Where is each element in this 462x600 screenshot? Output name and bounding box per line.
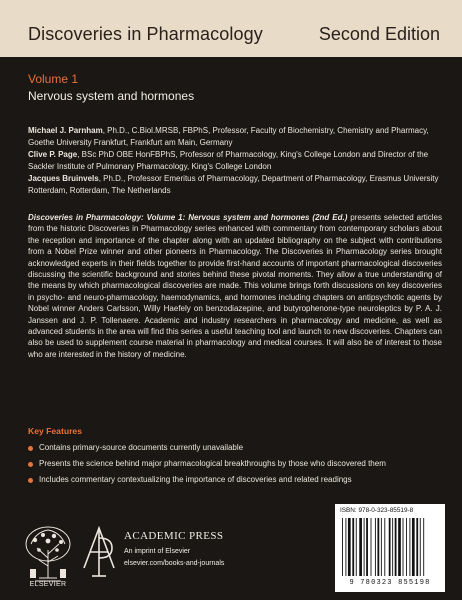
author-entry (28, 149, 442, 172)
authors-block (28, 125, 442, 197)
author-bio: , Ph.D., Professor Emeritus of Pharmacology, Department of Pharmacology, Erasmus University Rotterdam, Rotterdam, The Netherlands (28, 174, 439, 195)
imprint-label: An imprint of Elsevier (124, 548, 191, 555)
author-bio: , Ph.D., C.Biol.MRSB, FBPhS, Professor, Faculty of Biochemistry, Chemistry and Pharmacy, Goethe University Frankfurt, Frankfurt am Main, Germany (28, 126, 429, 147)
book-description (28, 212, 442, 360)
barcode-icon (340, 518, 440, 578)
publisher-url: elsevier.com/books-and-journals (124, 560, 225, 567)
key-features-heading: Key Features (28, 426, 82, 436)
author-name: Clive P. Page (28, 150, 78, 159)
volume-label: Volume 1 (28, 72, 79, 86)
author-bio: , BSc PhD OBE HonFBPhS, Professor of Pharmacology, King's College London and Director of the Sackler Institute of Pulmonary Pharmacology, King's College London (28, 150, 429, 171)
feature-text: Presents the science behind major pharmacological breakthroughs by those who discovered them (39, 459, 386, 468)
key-features-list (28, 440, 442, 488)
list-item (28, 472, 442, 488)
list-item (28, 456, 442, 472)
bullet-icon (28, 478, 33, 483)
elsevier-wordmark: ELSEVIER (29, 581, 67, 588)
book-title-inline: Discoveries in Pharmacology: Volume 1: Nervous system and hormones (2nd Ed.) (28, 213, 348, 222)
barcode-number: 9 780323 855198 (349, 579, 431, 587)
bullet-icon (28, 446, 33, 451)
author-name: Michael J. Parnham (28, 126, 103, 135)
volume-subtitle: Nervous system and hormones (28, 89, 195, 103)
author-entry (28, 173, 442, 196)
feature-text: Includes commentary contextualizing the importance of discoveries and related readings (39, 475, 352, 484)
author-name: Jacques Bruinvels (28, 174, 99, 183)
elsevier-tree-logo-icon (21, 522, 75, 590)
academic-press-logo-icon (80, 522, 118, 580)
list-item (28, 440, 442, 456)
bullet-icon (28, 462, 33, 467)
barcode-panel (335, 504, 445, 592)
academic-press-name: ACADEMIC PRESS (124, 530, 224, 542)
edition-label: Second Edition (318, 24, 440, 44)
author-entry (28, 125, 442, 148)
isbn-label: ISBN: 978-0-323-85519-8 (340, 507, 414, 514)
feature-text: Contains primary-source documents currently unavailable (39, 443, 244, 452)
series-title: Discoveries in Pharmacology (28, 24, 263, 44)
description-body: presents selected articles from the historic Discoveries in Pharmacology series enhanced with commentary from contemporary scholars about the reception and importance of the chapter along with an updated bibliography on the subject with contributions from a Nobel Prize winner and other pioneers in Pharmacology. The Discoveries in Pharmacology series brought acknowledged experts in their fields together to provide first-hand accounts of important pharmacological discoveries discussing the scientific background and stories behind these pivotal moments. They allow a true understanding of the means by which pharmacological discoveries are made. This volume brings forth discussions on key discoveries in psycho- and neuro-pharmacology, haemodynamics, and hormones including chapters on antipsychotic agents by Nobel winner Anders Carlsson, Willy Haefely on benzodiazepine, and butyrophenone-type neuroleptics by P. A. J. Janssen and J. P. Tollenaere. Academic and industry researchers in pharmacology and medicine, as well as advanced students in the area will find this series a useful teaching tool and launch to new discoveries. Chapters can also be used to supplement course material in pharmacology and medical courses. It will also be of interest to those who are interested in the history of medicine. (28, 213, 443, 359)
